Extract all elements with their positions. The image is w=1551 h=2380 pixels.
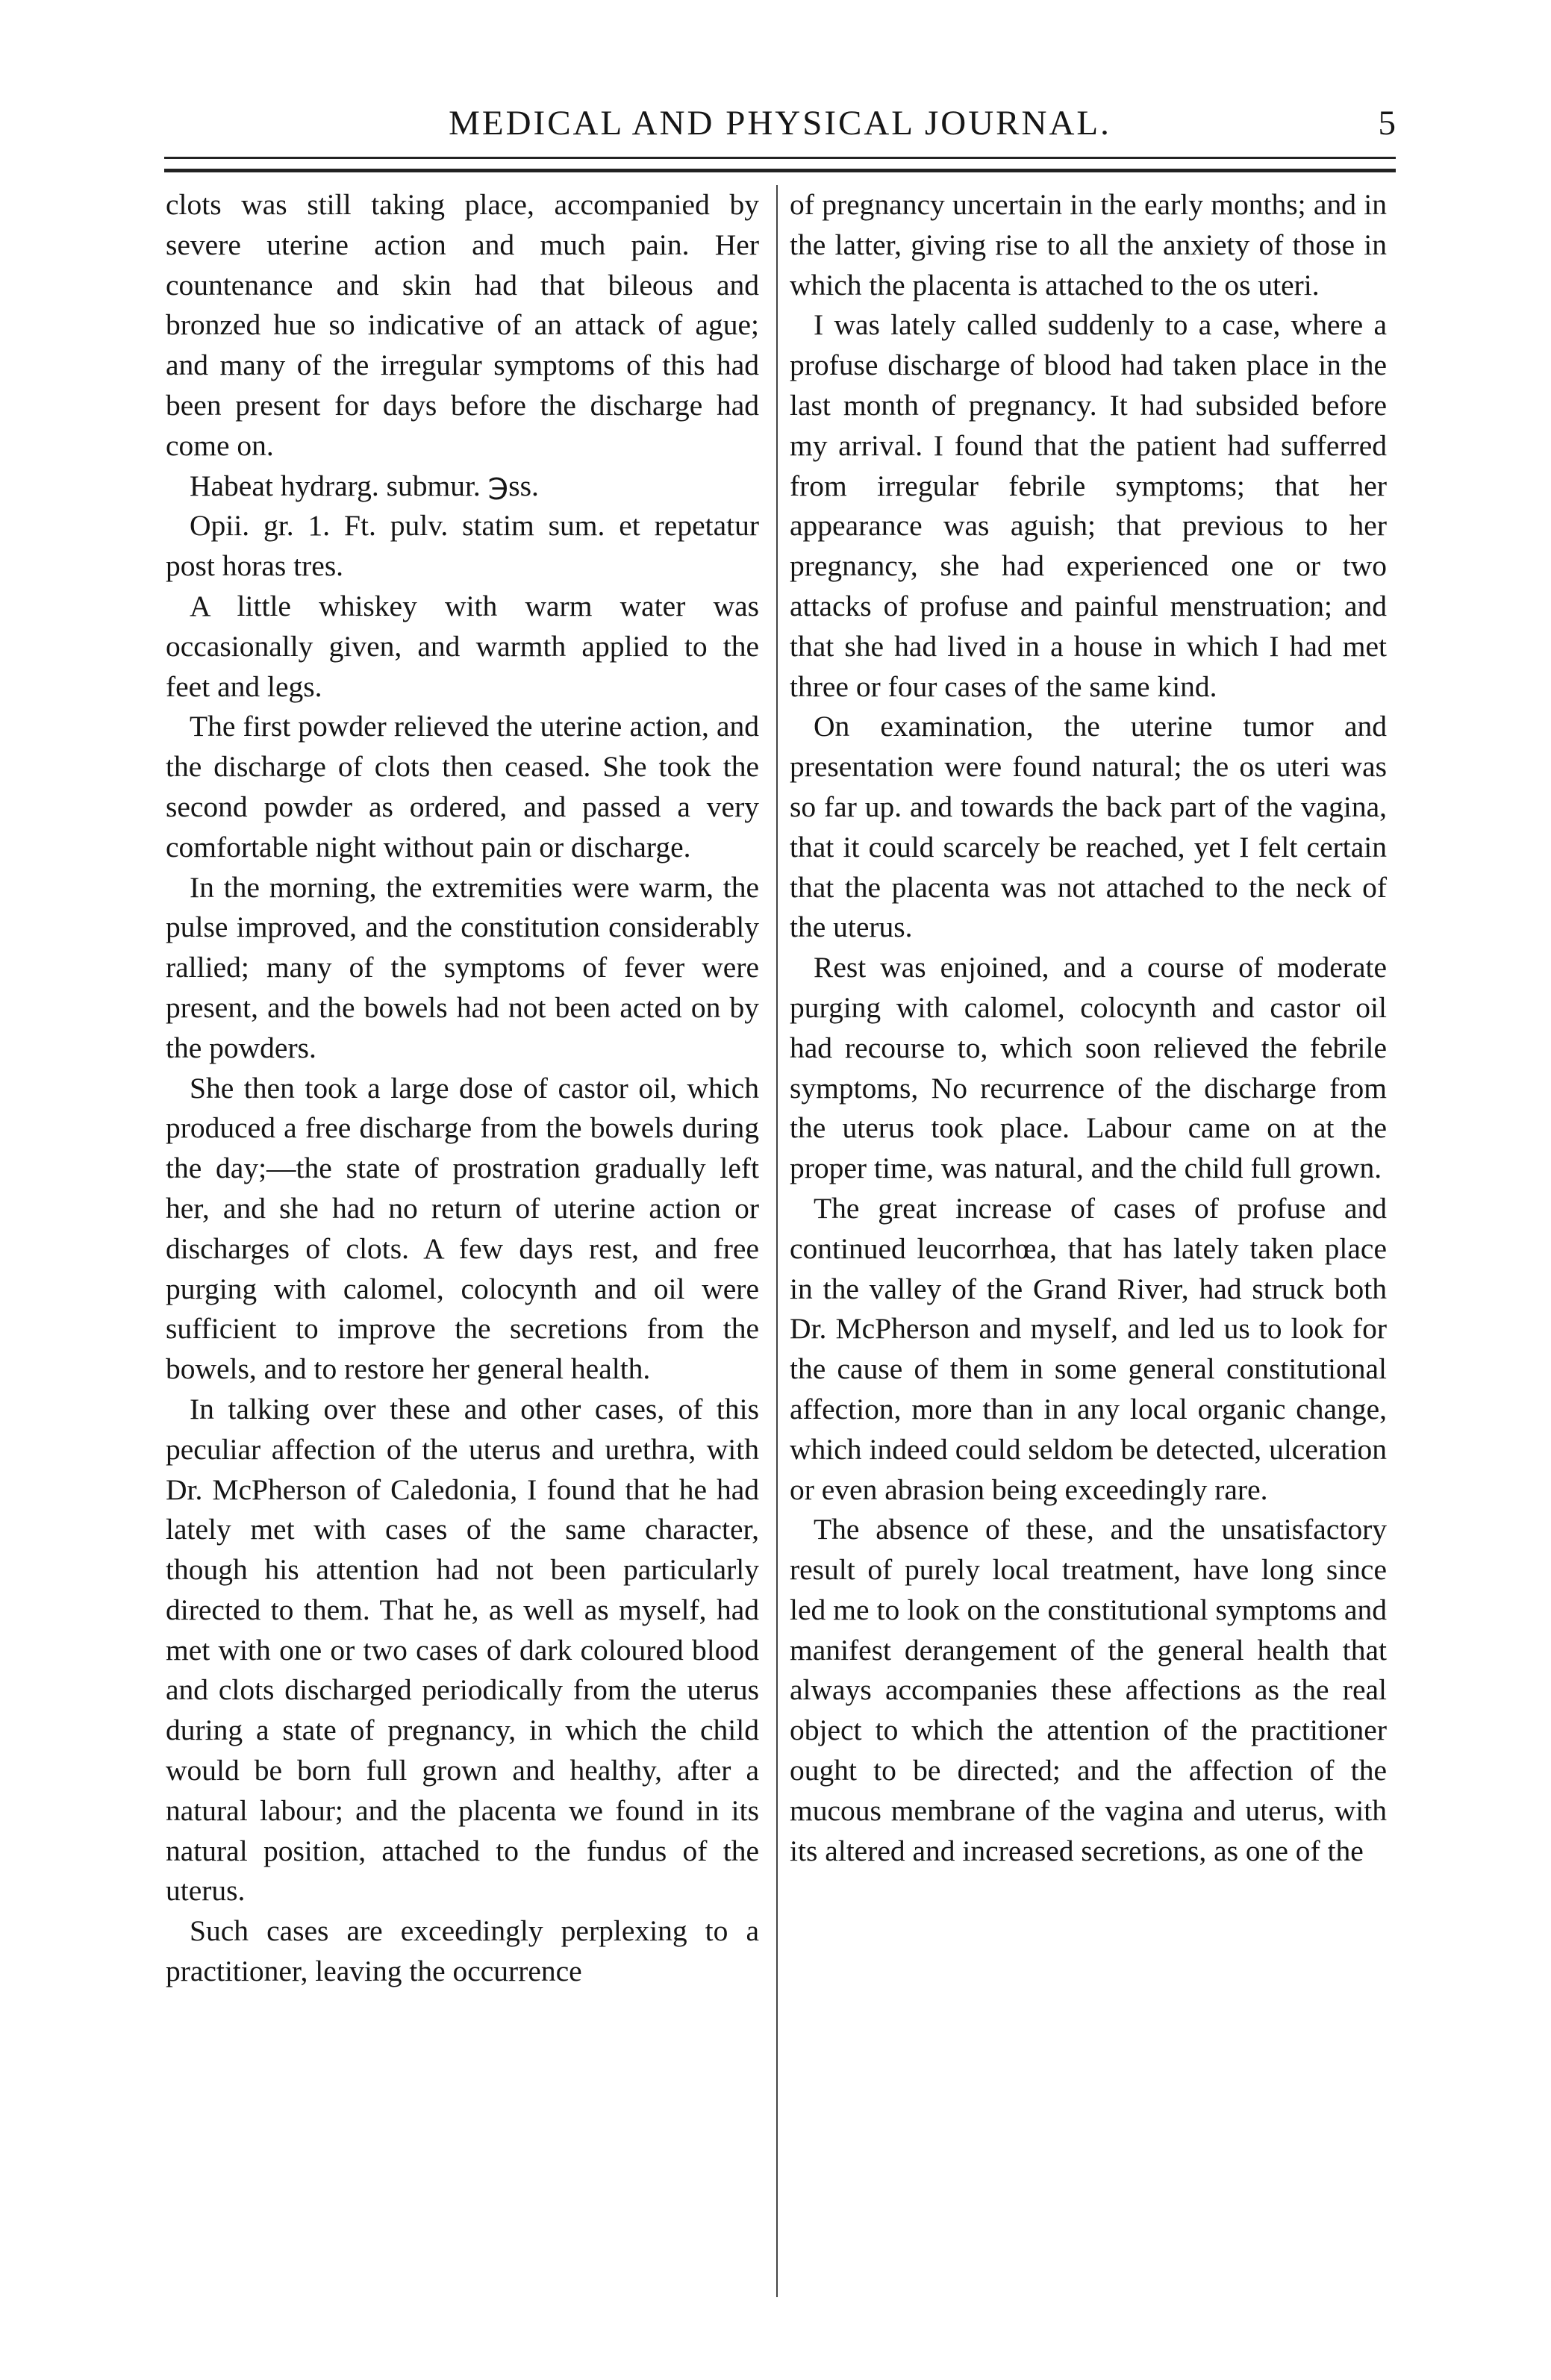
journal-title: MEDICAL AND PHYSICAL JOURNAL. [449, 104, 1111, 143]
left-paragraph-4: In the morning, the extremities were warm, the pulse improved, and the constitution considerably rallied; many of the symptoms of fever were present, and the bowels had not been acted on by the powders. [166, 870, 759, 1064]
left-column [166, 185, 759, 2305]
prescription-line-1: Habeat hydrarg. submur. ℈ss. [190, 469, 539, 502]
left-paragraph-1: clots was still taking place, accompanied by severe uterine action and much pain. Her countenance and skin had that bileous and bronzed hue so indicative of an attack of ague; and many of the irregular symptoms of this had been present for days before the discharge had come on. [166, 188, 759, 462]
right-paragraph-5: The great increase of cases of profuse and continued leucorrhœa, that has lately taken place in the valley of the Grand River, had struck both Dr. McPherson and myself, and led us to look for the cause of them in some general constitutional affection, more than in any local organic change, which indeed could seldom be detected, ulceration or even abrasion being exceedingly rare. [790, 1191, 1387, 1506]
prescription-line-2: Opii. gr. 1. Ft. pulv. statim sum. et repetatur post horas tres. [166, 509, 759, 583]
left-paragraph-5: She then took a large dose of castor oil, which produced a free discharge from the bowels during the day;—the state of prostration gradually left her, and she had no return of uterine action or discharges of clots. A few days rest, and free purging with calomel, colocynth and oil were sufficient to improve the secretions from the bowels, and to restore her general health. [166, 1071, 759, 1386]
left-paragraph-6: In talking over these and other cases, of this peculiar affection of the uterus and urethra, with Dr. McPherson of Caledonia, I found that he had lately met with cases of the same character, though his attention had not been particularly directed to them. That he, as well as myself, had met with one or two cases of dark coloured blood and clots discharged periodically from the uterus during a state of pregnancy, in which the child would be born full grown and healthy, after a natural labour; and the placenta we found in its natural position, attached to the fundus of the uterus. [166, 1392, 759, 1908]
right-paragraph-4: Rest was enjoined, and a course of moderate purging with calomel, colocynth and castor oil had recourse to, which soon relieved the febrile symptoms, No recurrence of the discharge from the uterus took place. Labour came on at the proper time, was natural, and the child full grown. [790, 951, 1387, 1185]
left-paragraph-7: Such cases are exceedingly perplexing to a practitioner, leaving the occurrence [166, 1914, 759, 1988]
running-header [164, 101, 1396, 153]
right-paragraph-1: of pregnancy uncertain in the early months; and in the latter, giving rise to all the anxiety of those in which the placenta is attached to the os uteri. [790, 188, 1387, 302]
right-column [790, 185, 1387, 2305]
right-paragraph-2: I was lately called suddenly to a case, where a profuse discharge of blood had taken place in the last month of pregnancy. It had subsided before my arrival. I found that the patient had sufferred from irregular febrile symptoms; that her appearance was aguish; that previous to her pregnancy, she had experienced one or two attacks of profuse and painful menstruation; and that she had lived in a house in which I had met three or four cases of the same kind. [790, 308, 1387, 703]
page-number: 5 [1378, 104, 1396, 143]
left-paragraph-3: The first powder relieved the uterine action, and the discharge of clots then ceased. She took the second powder as ordered, and passed a very comfortable night without pain or discharge. [166, 710, 759, 863]
left-paragraph-2: A little whiskey with warm water was occasionally given, and warmth applied to the feet and legs. [166, 589, 759, 703]
column-divider [776, 185, 778, 2297]
header-rule-thin [164, 157, 1396, 159]
header-rule-thick [164, 169, 1396, 172]
right-paragraph-6: The absence of these, and the unsatisfactory result of purely local treatment, have long since led me to look on the constitutional symptoms and manifest derangement of the general health that always accompanies these affections as the real object to which the attention of the practitioner ought to be directed; and the affection of the mucous membrane of the vagina and uterus, with its altered and increased secretions, as one of the [790, 1513, 1387, 1867]
right-paragraph-3: On examination, the uterine tumor and presentation were found natural; the os uteri was so far up. and towards the back part of the vagina, that it could scarcely be reached, yet I felt certain that the placenta was not attached to the neck of the uterus. [790, 710, 1387, 944]
